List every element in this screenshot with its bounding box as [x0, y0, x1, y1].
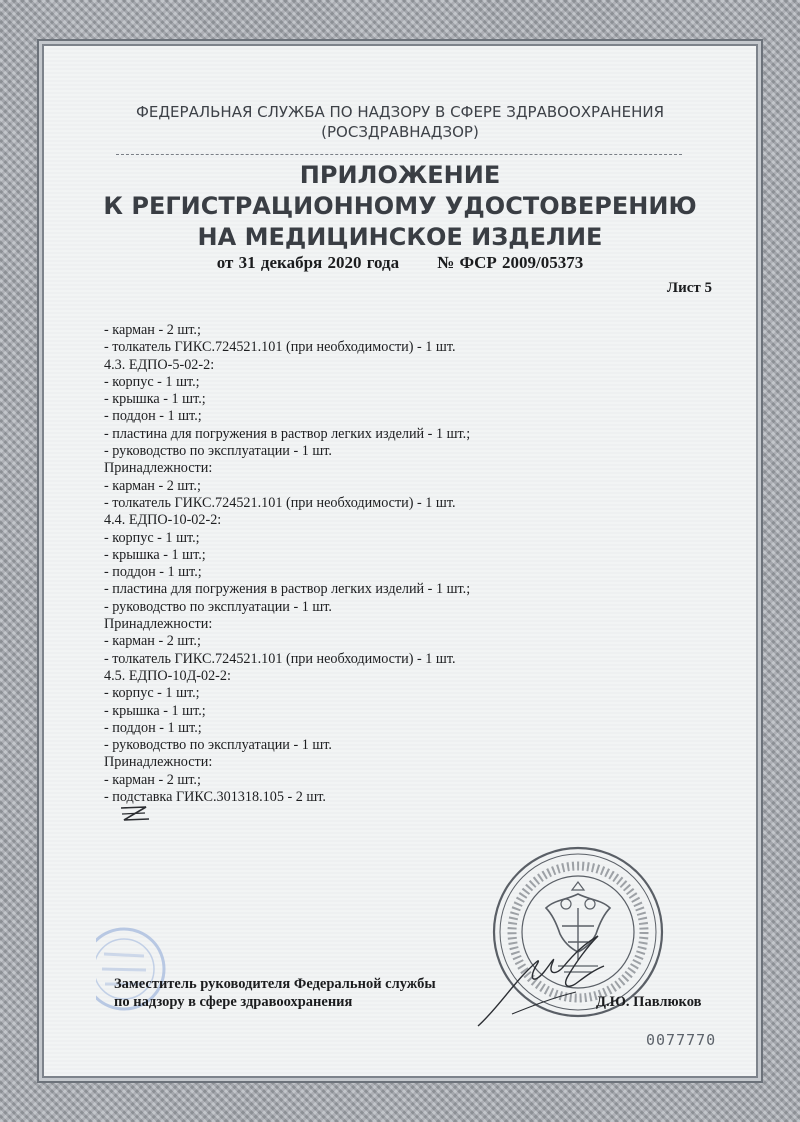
document-title-line3: НА МЕДИЦИНСКОЕ ИЗДЕЛИЕ [197, 223, 603, 251]
certificate-number: № ФСР 2009/05373 [437, 253, 584, 272]
signer-title [114, 976, 436, 1011]
form-serial-number: 0077770 [646, 1031, 717, 1049]
list-item: - пластина для погружения в раствор легких изделий - 1 шт.; [104, 425, 471, 442]
list-item: 4.5. ЕДПО-10Д-02-2: [104, 667, 231, 684]
list-item: - подставка ГИКС.301318.105 - 2 шт. [104, 789, 326, 806]
agency-name: ФЕДЕРАЛЬНАЯ СЛУЖБА ПО НАДЗОРУ В СФЕРЕ ЗДРАВООХРАНЕНИЯ [135, 103, 665, 121]
list-item: - корпус - 1 шт.; [104, 373, 200, 390]
z-mark-icon [118, 804, 152, 824]
list-item: - толкатель ГИКС.724521.101 (при необходимости) - 1 шт. [104, 494, 456, 511]
list-item: - карман - 2 шт.; [104, 477, 201, 494]
list-item: - пластина для погружения в раствор легких изделий - 1 шт.; [104, 581, 471, 598]
list-item: - толкатель ГИКС.724521.101 (при необходимости) - 1 шт. [104, 650, 456, 667]
list-item: - руководство по эксплуатации - 1 шт. [104, 443, 332, 460]
signer-title-line2: по надзору в сфере здравоохранения [114, 993, 353, 1010]
list-item: - поддон - 1 шт.; [104, 564, 202, 581]
items-list [104, 322, 704, 806]
list-item: - корпус - 1 шт.; [104, 529, 200, 546]
signer-name: Д.Ю. Павлюков [596, 994, 702, 1010]
header-divider [116, 154, 682, 155]
list-item: - корпус - 1 шт.; [104, 685, 200, 702]
list-item: - карман - 2 шт.; [104, 633, 201, 650]
list-item: - карман - 2 шт.; [104, 771, 201, 788]
signer-title-line1: Заместитель руководителя Федеральной службы [114, 976, 436, 992]
agency-abbreviation: (РОСЗДРАВНАДЗОР) [321, 123, 479, 141]
list-item: - толкатель ГИКС.724521.101 (при необходимости) - 1 шт. [104, 339, 456, 356]
document-title-line2: К РЕГИСТРАЦИОННОМУ УДОСТОВЕРЕНИЮ [103, 192, 697, 220]
list-item: - крышка - 1 шт.; [104, 702, 206, 719]
list-item: 4.3. ЕДПО-5-02-2: [104, 356, 215, 373]
list-item: 4.4. ЕДПО-10-02-2: [104, 512, 222, 529]
list-item: - руководство по эксплуатации - 1 шт. [104, 598, 332, 615]
document-title-line1: ПРИЛОЖЕНИЕ [299, 161, 501, 189]
list-item: Принадлежности: [104, 460, 213, 477]
list-item: - крышка - 1 шт.; [104, 546, 206, 563]
list-item: - поддон - 1 шт.; [104, 408, 202, 425]
list-item: - крышка - 1 шт.; [104, 391, 206, 408]
sheet-number: Лист 5 [666, 280, 712, 296]
list-item: - поддон - 1 шт.; [104, 719, 202, 736]
list-item: Принадлежности: [104, 754, 213, 771]
certificate-date-number [44, 253, 756, 273]
certificate-date: от 31 декабря 2020 года [216, 253, 400, 272]
list-item: - руководство по эксплуатации - 1 шт. [104, 737, 332, 754]
list-item: - карман - 2 шт.; [104, 322, 201, 338]
agency-header [44, 102, 756, 142]
certificate-body [44, 46, 756, 1076]
list-item: Принадлежности: [104, 616, 213, 633]
handwritten-signature-icon [472, 914, 612, 1034]
